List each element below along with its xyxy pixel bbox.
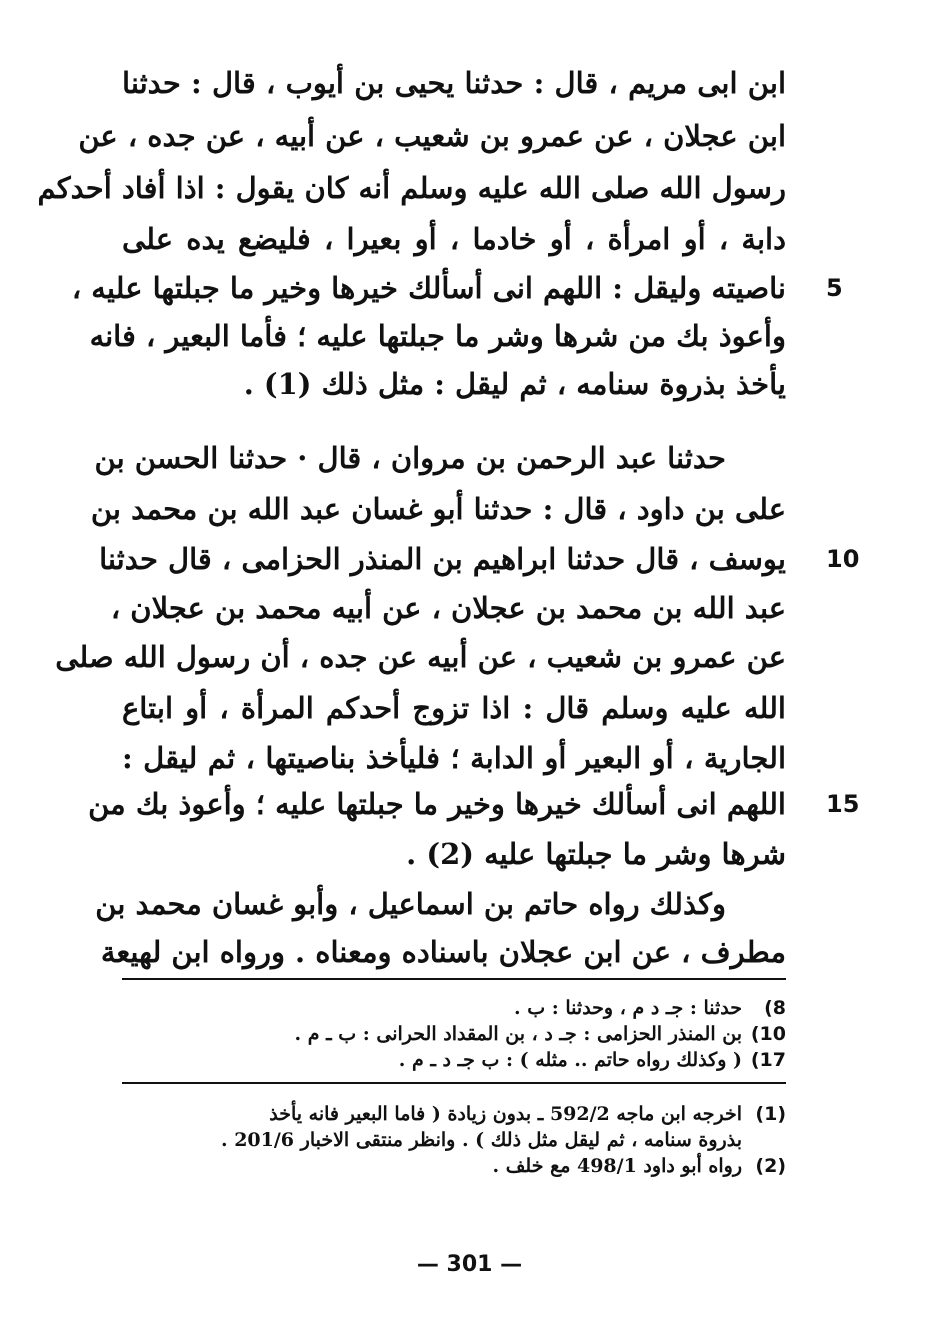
footnote-text: رواه أبو داود 498/1 مع خلف . xyxy=(492,1155,742,1177)
variant-note xyxy=(122,1048,786,1072)
body-line: الله عليه وسلم قال : اذا تزوج أحدكم المرأة ، أو ابتاع xyxy=(122,691,786,725)
body-line: يأخذ بذروة سنامه ، ثم ليقل : مثل ذلك (1) . xyxy=(243,367,786,401)
footnote-number: (1) xyxy=(755,1103,786,1125)
page-number: — 301 — xyxy=(416,1252,523,1277)
footnote-rule xyxy=(122,1082,786,1084)
apparatus-rule xyxy=(122,978,786,980)
variant-note xyxy=(122,1022,786,1046)
variant-note-text: ( وكذلك رواه حاتم .. مثله ) : ب جـ د ـ م . xyxy=(398,1049,742,1071)
footnote-text: بذروة سنامه ، ثم ليقل مثل ذلك ) . وانظر منتقى الاخبار 201/6 . xyxy=(220,1129,742,1151)
variant-note-text: بن المنذر الحزامى : جـ د ، بن المقداد الحرانى : ب ـ م . xyxy=(294,1023,742,1045)
body-line: حدثنا عبد الرحمن بن مروان ، قال · حدثنا الحسن بن xyxy=(94,441,726,475)
footnote xyxy=(122,1102,786,1126)
line-number-10: 10 xyxy=(826,545,860,573)
body-line: وكذلك رواه حاتم بن اسماعيل ، وأبو غسان محمد بن xyxy=(95,887,726,921)
line-number-15: 15 xyxy=(826,790,860,818)
body-line: رسول الله صلى الله عليه وسلم أنه كان يقول : اذا أفاد أحدكم xyxy=(37,171,786,205)
body-line: مطرف ، عن ابن عجلان باسناده ومعناه . ورواه ابن لهيعة xyxy=(100,935,786,969)
body-line: ناصيته وليقل : اللهم انى أسألك خيرها وخير ما جبلتها عليه ، xyxy=(71,271,786,305)
body-line: عن عمرو بن شعيب ، عن أبيه عن جده ، أن رسول الله صلى xyxy=(55,640,786,674)
body-line: يوسف ، قال حدثنا ابراهيم بن المنذر الحزامى ، قال حدثنا xyxy=(99,542,786,576)
body-line: الجارية ، أو البعير أو الدابة ؛ فليأخذ بناصيتها ، ثم ليقل : xyxy=(122,741,786,775)
variant-note-number: 8) xyxy=(764,997,786,1019)
footnote-number: (2) xyxy=(755,1155,786,1177)
body-line: اللهم انى أسألك خيرها وخير ما جبلتها عليه ؛ وأعوذ بك من xyxy=(88,787,786,821)
variant-note-text: حدثنا : جـ د م ، وحدثنا : ب . xyxy=(514,997,742,1019)
body-line: ابن عجلان ، عن عمرو بن شعيب ، عن أبيه ، عن جده ، عن xyxy=(78,119,786,153)
body-line: وأعوذ بك من شرها وشر ما جبلتها عليه ؛ فأما البعير ، فانه xyxy=(89,319,786,353)
variant-note-number: 10) xyxy=(750,1023,786,1045)
line-number-5: 5 xyxy=(826,274,843,302)
variant-note xyxy=(122,996,786,1020)
body-line: ابن ابى مريم ، قال : حدثنا يحيى بن أيوب ، قال : حدثنا xyxy=(122,66,786,100)
footnote-text: اخرجه ابن ماجه 592/2 ـ بدون زيادة ( فاما البعير فانه يأخذ xyxy=(269,1103,742,1125)
footnote-continuation xyxy=(122,1128,786,1152)
body-line: دابة ، أو امرأة ، أو خادما ، أو بعيرا ، فليضع يده على xyxy=(122,222,786,256)
body-line: على بن داود ، قال : حدثنا أبو غسان عبد الله بن محمد بن xyxy=(90,492,786,526)
body-line: شرها وشر ما جبلتها عليه (2) . xyxy=(406,837,786,871)
footnote xyxy=(122,1154,786,1178)
body-line: عبد الله بن محمد بن عجلان ، عن أبيه محمد بن عجلان ، xyxy=(110,591,786,625)
variant-note-number: 17) xyxy=(750,1049,786,1071)
